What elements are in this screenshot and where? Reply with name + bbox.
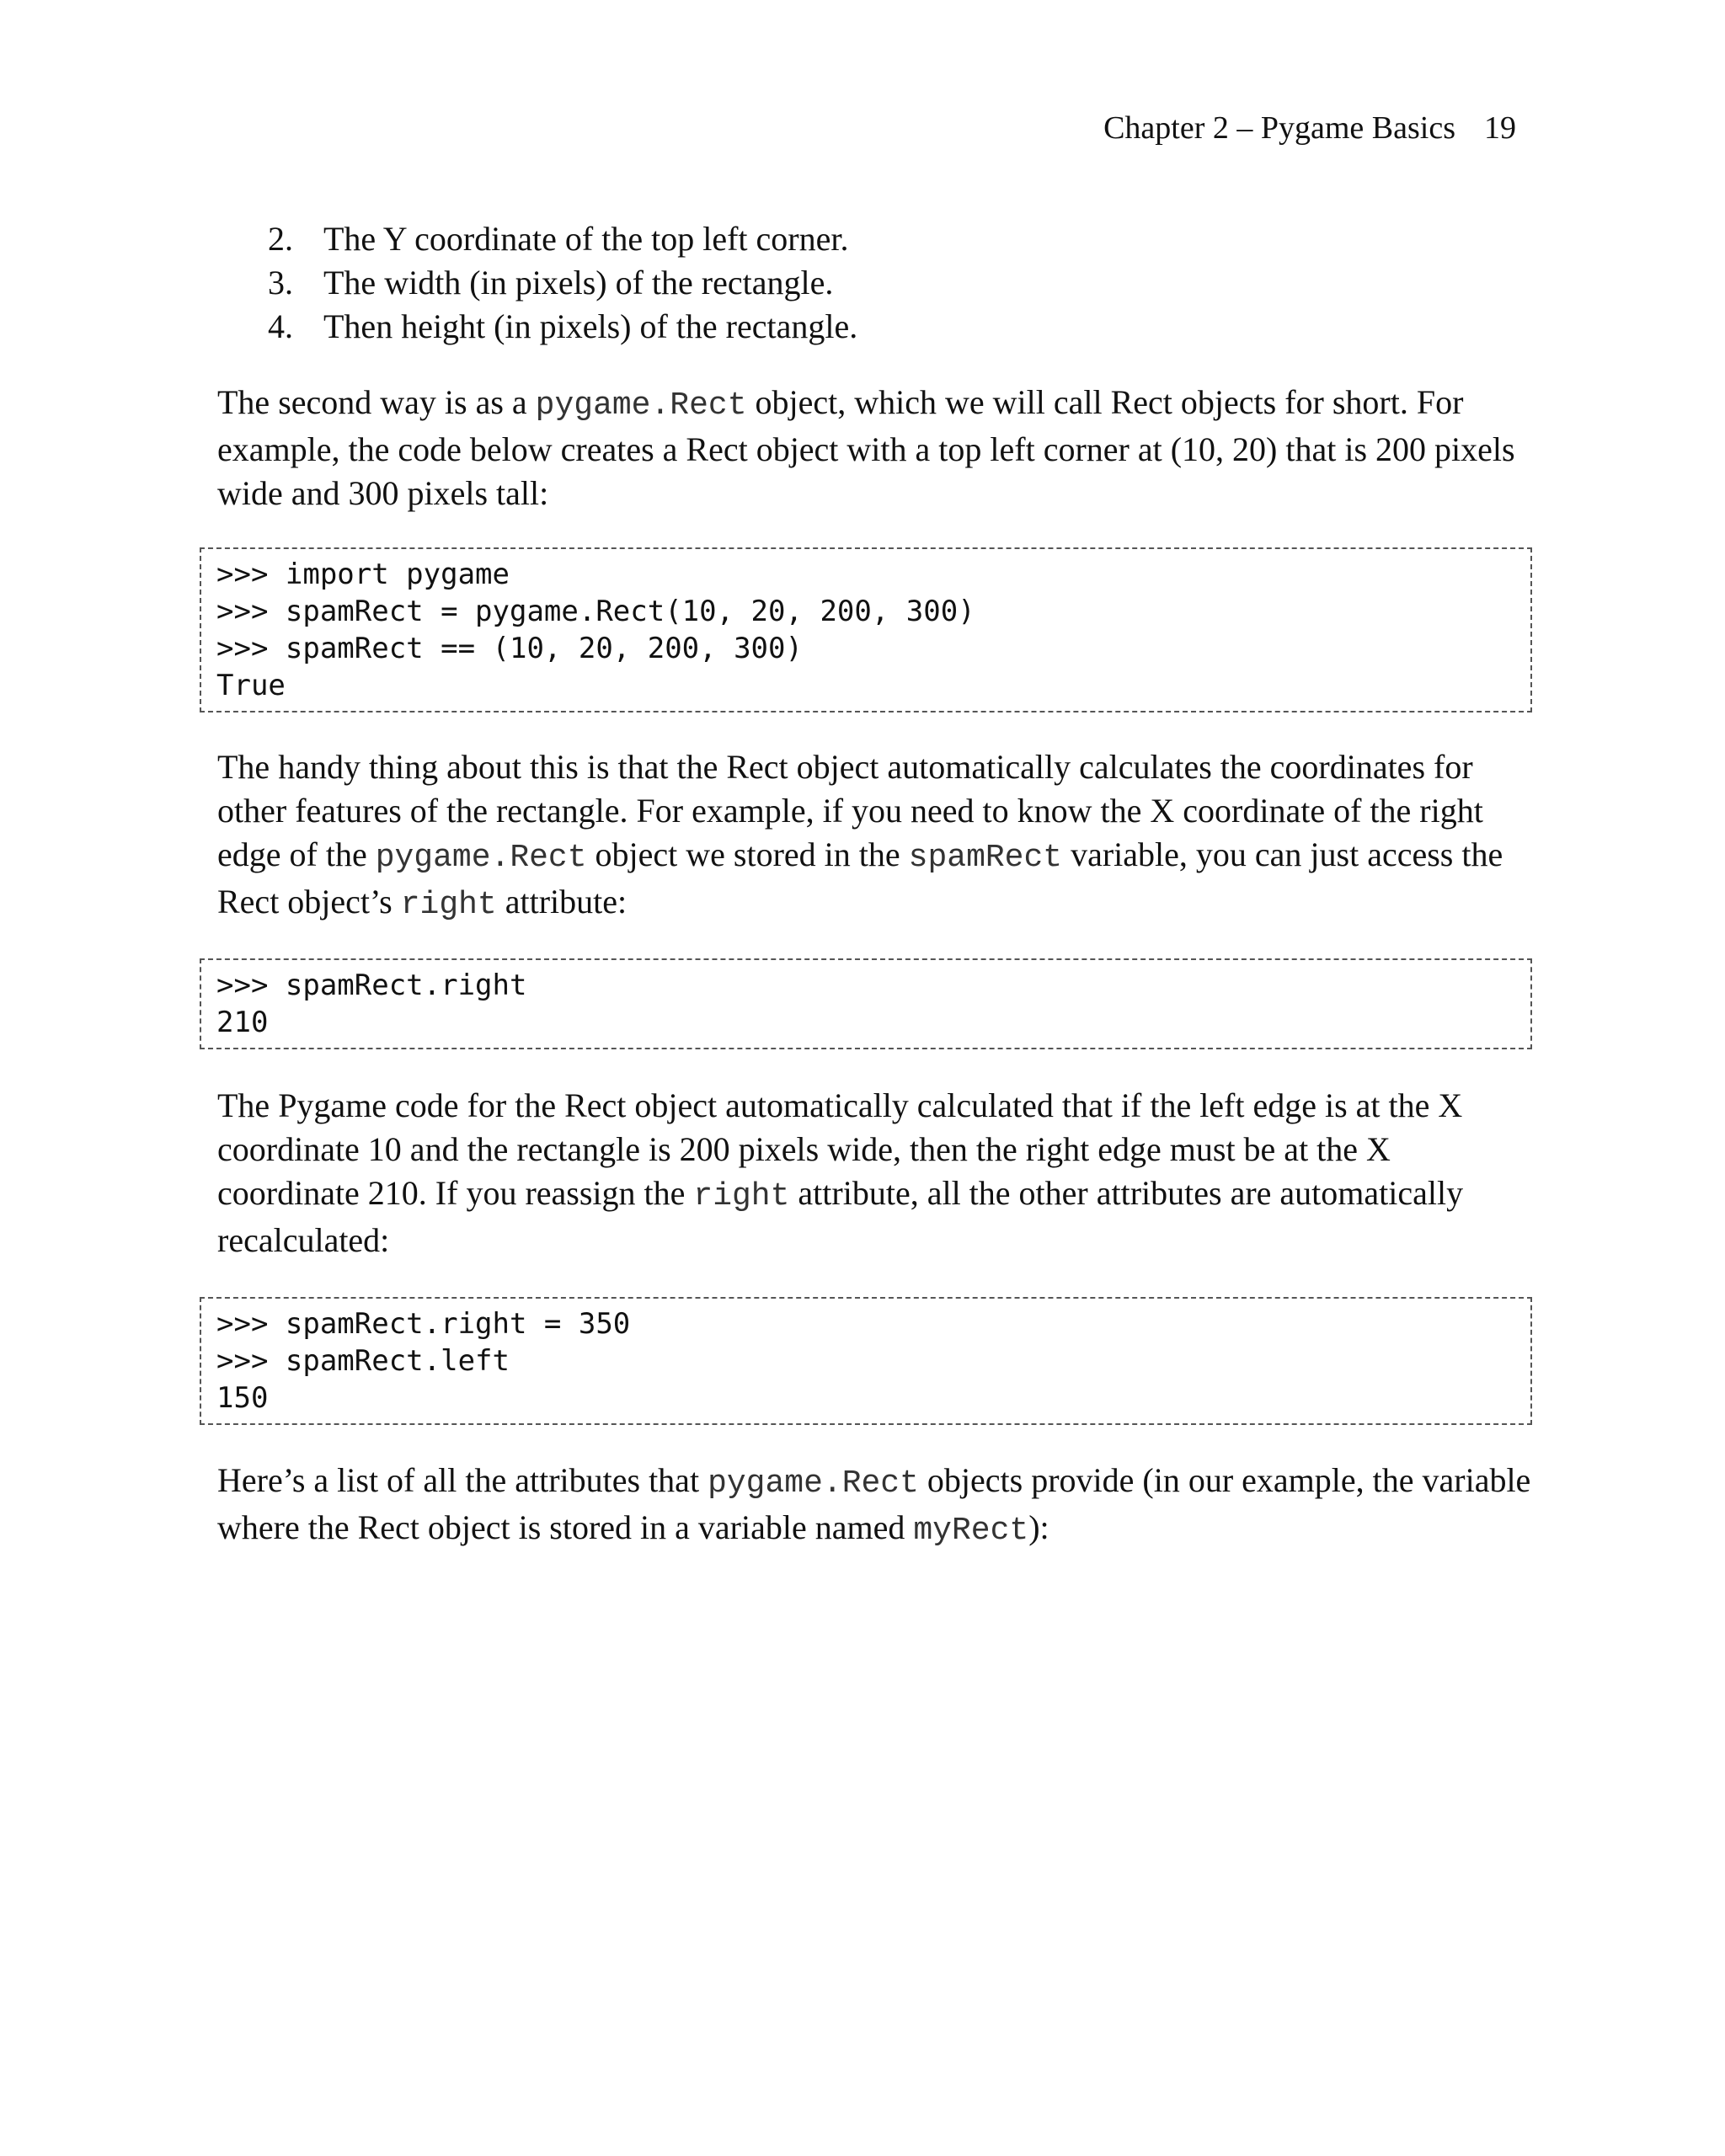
- text-span: The handy thing about this is that the Rect object automatically calculates the coordinates for other features of the rectangle. For example, if you need to know the X coordinate of the right edge of the: [217, 748, 1483, 873]
- code-line: 210: [216, 1006, 269, 1039]
- list-item: [268, 305, 857, 349]
- paragraph-attributes-list: [217, 1459, 1531, 1553]
- inline-code: pygame.Rect: [708, 1465, 919, 1502]
- code-block-reassign-right: [200, 1297, 1532, 1425]
- list-item: [268, 261, 857, 305]
- list-item-number: 4.: [268, 307, 293, 345]
- code-line: >>> import pygame: [216, 558, 510, 591]
- paragraph-pygame-code: [217, 1084, 1531, 1262]
- code-line: >>> spamRect = pygame.Rect(10, 20, 200, 300): [216, 595, 975, 628]
- list-item-number: 3.: [268, 264, 293, 302]
- code-line: >>> spamRect.right = 350: [216, 1307, 631, 1341]
- paragraph-rect-intro: [217, 381, 1531, 515]
- code-line: >>> spamRect.right: [216, 969, 527, 1002]
- code-block-create-rect: [200, 547, 1532, 712]
- inline-code: right: [400, 887, 497, 923]
- text-span: The second way is as a: [217, 383, 536, 421]
- inline-code: pygame.Rect: [535, 387, 747, 424]
- inline-code: right: [693, 1178, 790, 1214]
- chapter-title: Chapter 2 – Pygame Basics: [1103, 110, 1455, 146]
- list-item-text: The width (in pixels) of the rectangle.: [323, 264, 834, 302]
- text-span: Here’s a list of all the attributes that: [217, 1461, 708, 1499]
- inline-code: pygame.Rect: [375, 840, 587, 876]
- inline-code: myRect: [913, 1513, 1029, 1549]
- text-span: The Pygame code for the Rect object automatically calculated that if the left edge is at the X coordinate 10 and the rectangle is 200 pixels wide, then the right edge must be at the X coordinate 210. If you reassign the: [217, 1086, 1463, 1212]
- running-header: [1103, 108, 1516, 148]
- text-span: ):: [1028, 1508, 1049, 1546]
- list-item-number: 2.: [268, 220, 293, 258]
- text-span: attribute, all the other attributes are automatically recalculated:: [217, 1174, 1464, 1259]
- text-span: attribute:: [496, 883, 628, 921]
- page-number: 19: [1484, 110, 1516, 146]
- code-line: >>> spamRect.left: [216, 1344, 510, 1378]
- text-span: objects provide (in our example, the variable where the Rect object is stored in a variable named: [217, 1461, 1531, 1546]
- code-line: >>> spamRect == (10, 20, 200, 300): [216, 632, 803, 665]
- list-item: [268, 217, 857, 261]
- list-item-text: The Y coordinate of the top left corner.: [323, 220, 849, 258]
- numbered-list: [268, 217, 857, 349]
- code-line: 150: [216, 1381, 269, 1415]
- code-block-right-attribute: [200, 958, 1532, 1049]
- text-span: object, which we will call Rect objects for short. For example, the code below creates a Rect object with a top left corner at (10, 20) that is 200 pixels wide and 300 pixels tall:: [217, 383, 1515, 512]
- text-span: object we stored in the: [586, 835, 909, 873]
- code-line: True: [216, 669, 286, 702]
- list-item-text: Then height (in pixels) of the rectangle.: [323, 307, 858, 345]
- text-span: variable, you can just access the Rect object’s: [217, 835, 1503, 921]
- paragraph-handy-thing: [217, 745, 1531, 927]
- inline-code: spamRect: [908, 840, 1063, 876]
